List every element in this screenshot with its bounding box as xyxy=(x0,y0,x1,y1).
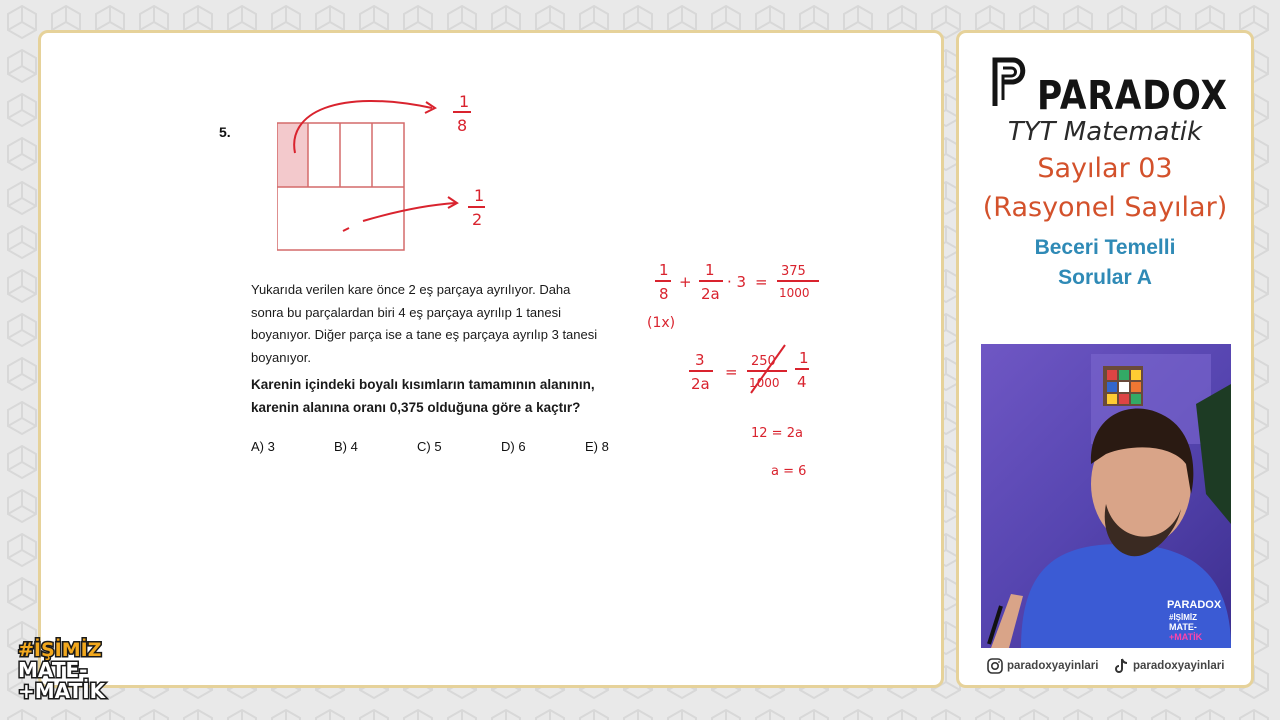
svg-text:MATE-: MATE- xyxy=(1169,622,1197,632)
svg-text:8: 8 xyxy=(457,116,468,135)
option-a[interactable]: A) 3 xyxy=(251,439,275,454)
svg-text:· 3: · 3 xyxy=(727,273,747,291)
option-e[interactable]: E) 8 xyxy=(585,439,609,454)
paradox-logo xyxy=(991,53,1228,119)
topic-subtitle: (Rasyonel Sayılar) xyxy=(982,192,1228,223)
tiktok-link[interactable] xyxy=(1115,658,1224,674)
solution-note: (1x) xyxy=(647,315,676,331)
question-line: Yukarıda verilen kare önce 2 eş parçaya ayrılıyor. Daha xyxy=(251,282,571,297)
svg-text:+MATİK: +MATİK xyxy=(18,679,106,702)
arrow-to-half xyxy=(363,203,455,221)
instructor-figure xyxy=(981,344,1231,648)
svg-text:=: = xyxy=(755,273,768,291)
rubik-cube-icon xyxy=(1103,366,1143,406)
svg-text:1000: 1000 xyxy=(779,286,810,300)
svg-text:MATE-: MATE- xyxy=(18,658,88,682)
social-links xyxy=(987,658,1237,678)
question-line: boyanıyor. Diğer parça ise a tane eş parçaya ayrılıp 3 tanesi xyxy=(251,327,598,342)
square-figure xyxy=(277,93,507,263)
svg-text:1: 1 xyxy=(799,349,809,367)
tiktok-icon xyxy=(1115,658,1129,674)
shaded-eighth xyxy=(277,123,308,187)
svg-text:=: = xyxy=(725,363,738,381)
brand-name: PARADOX xyxy=(1037,73,1228,119)
svg-text:375: 375 xyxy=(781,264,806,279)
svg-text:2: 2 xyxy=(472,210,483,229)
svg-text:#İŞİMİZ: #İŞİMİZ xyxy=(1169,613,1198,622)
svg-text:3: 3 xyxy=(695,351,705,369)
question-text xyxy=(251,279,613,369)
question-prompt xyxy=(251,374,623,419)
svg-text:1: 1 xyxy=(705,261,715,279)
question-board xyxy=(38,30,944,688)
svg-text:2a: 2a xyxy=(691,375,710,393)
instagram-link[interactable] xyxy=(987,658,1098,674)
solution-line-3: 12 = 2a xyxy=(751,426,803,441)
question-line: boyanıyor. xyxy=(251,349,311,365)
svg-text:1: 1 xyxy=(659,261,669,279)
course-title: TYT Matematik xyxy=(1007,117,1203,147)
instagram-icon xyxy=(987,658,1003,674)
solution-line-4: a = 6 xyxy=(771,464,807,479)
topic-title: Sayılar 03 xyxy=(1037,153,1173,184)
tiktok-handle: paradoxyayinlari xyxy=(1133,660,1225,672)
question-line: sonra bu parçalardan biri 4 eş parçaya ayrılıp 1 tanesi xyxy=(251,304,562,320)
arrow-to-eighth xyxy=(294,101,432,153)
svg-text:1: 1 xyxy=(474,186,485,205)
option-c[interactable]: C) 5 xyxy=(417,439,442,454)
svg-text:+MATİK: +MATİK xyxy=(1169,632,1203,642)
svg-text:#İŞİMİZ: #İŞİMİZ xyxy=(18,639,102,661)
svg-text:2a: 2a xyxy=(701,285,720,303)
question-number: 5. xyxy=(219,124,231,140)
svg-text:8: 8 xyxy=(659,285,669,303)
answer-options xyxy=(251,439,631,459)
svg-text:250: 250 xyxy=(751,354,776,369)
section-title: Beceri Temelli xyxy=(1034,236,1176,259)
section-subtitle: Sorular A xyxy=(1058,266,1152,289)
prompt-line: karenin alanına oranı 0,375 olduğuna göre a kaçtır? xyxy=(251,399,581,415)
handwritten-solution xyxy=(641,241,881,491)
svg-text:PARADOX: PARADOX xyxy=(1167,599,1222,611)
option-b[interactable]: B) 4 xyxy=(334,439,358,454)
instagram-handle: paradoxyayinlari xyxy=(1007,660,1099,672)
solution-line-2 xyxy=(689,345,809,393)
side-panel xyxy=(956,30,1254,688)
paradox-mark-icon xyxy=(991,56,1029,108)
svg-text:1000: 1000 xyxy=(749,376,780,390)
option-d[interactable]: D) 6 xyxy=(501,439,526,454)
instructor-video xyxy=(981,344,1231,648)
svg-text:1: 1 xyxy=(459,93,470,111)
hashtag-logo xyxy=(14,636,130,702)
prompt-line: Karenin içindeki boyalı kısımların tamamının alanının, xyxy=(251,377,595,392)
solution-line-1 xyxy=(655,261,819,303)
svg-text:+: + xyxy=(679,273,692,291)
svg-text:4: 4 xyxy=(797,373,807,391)
